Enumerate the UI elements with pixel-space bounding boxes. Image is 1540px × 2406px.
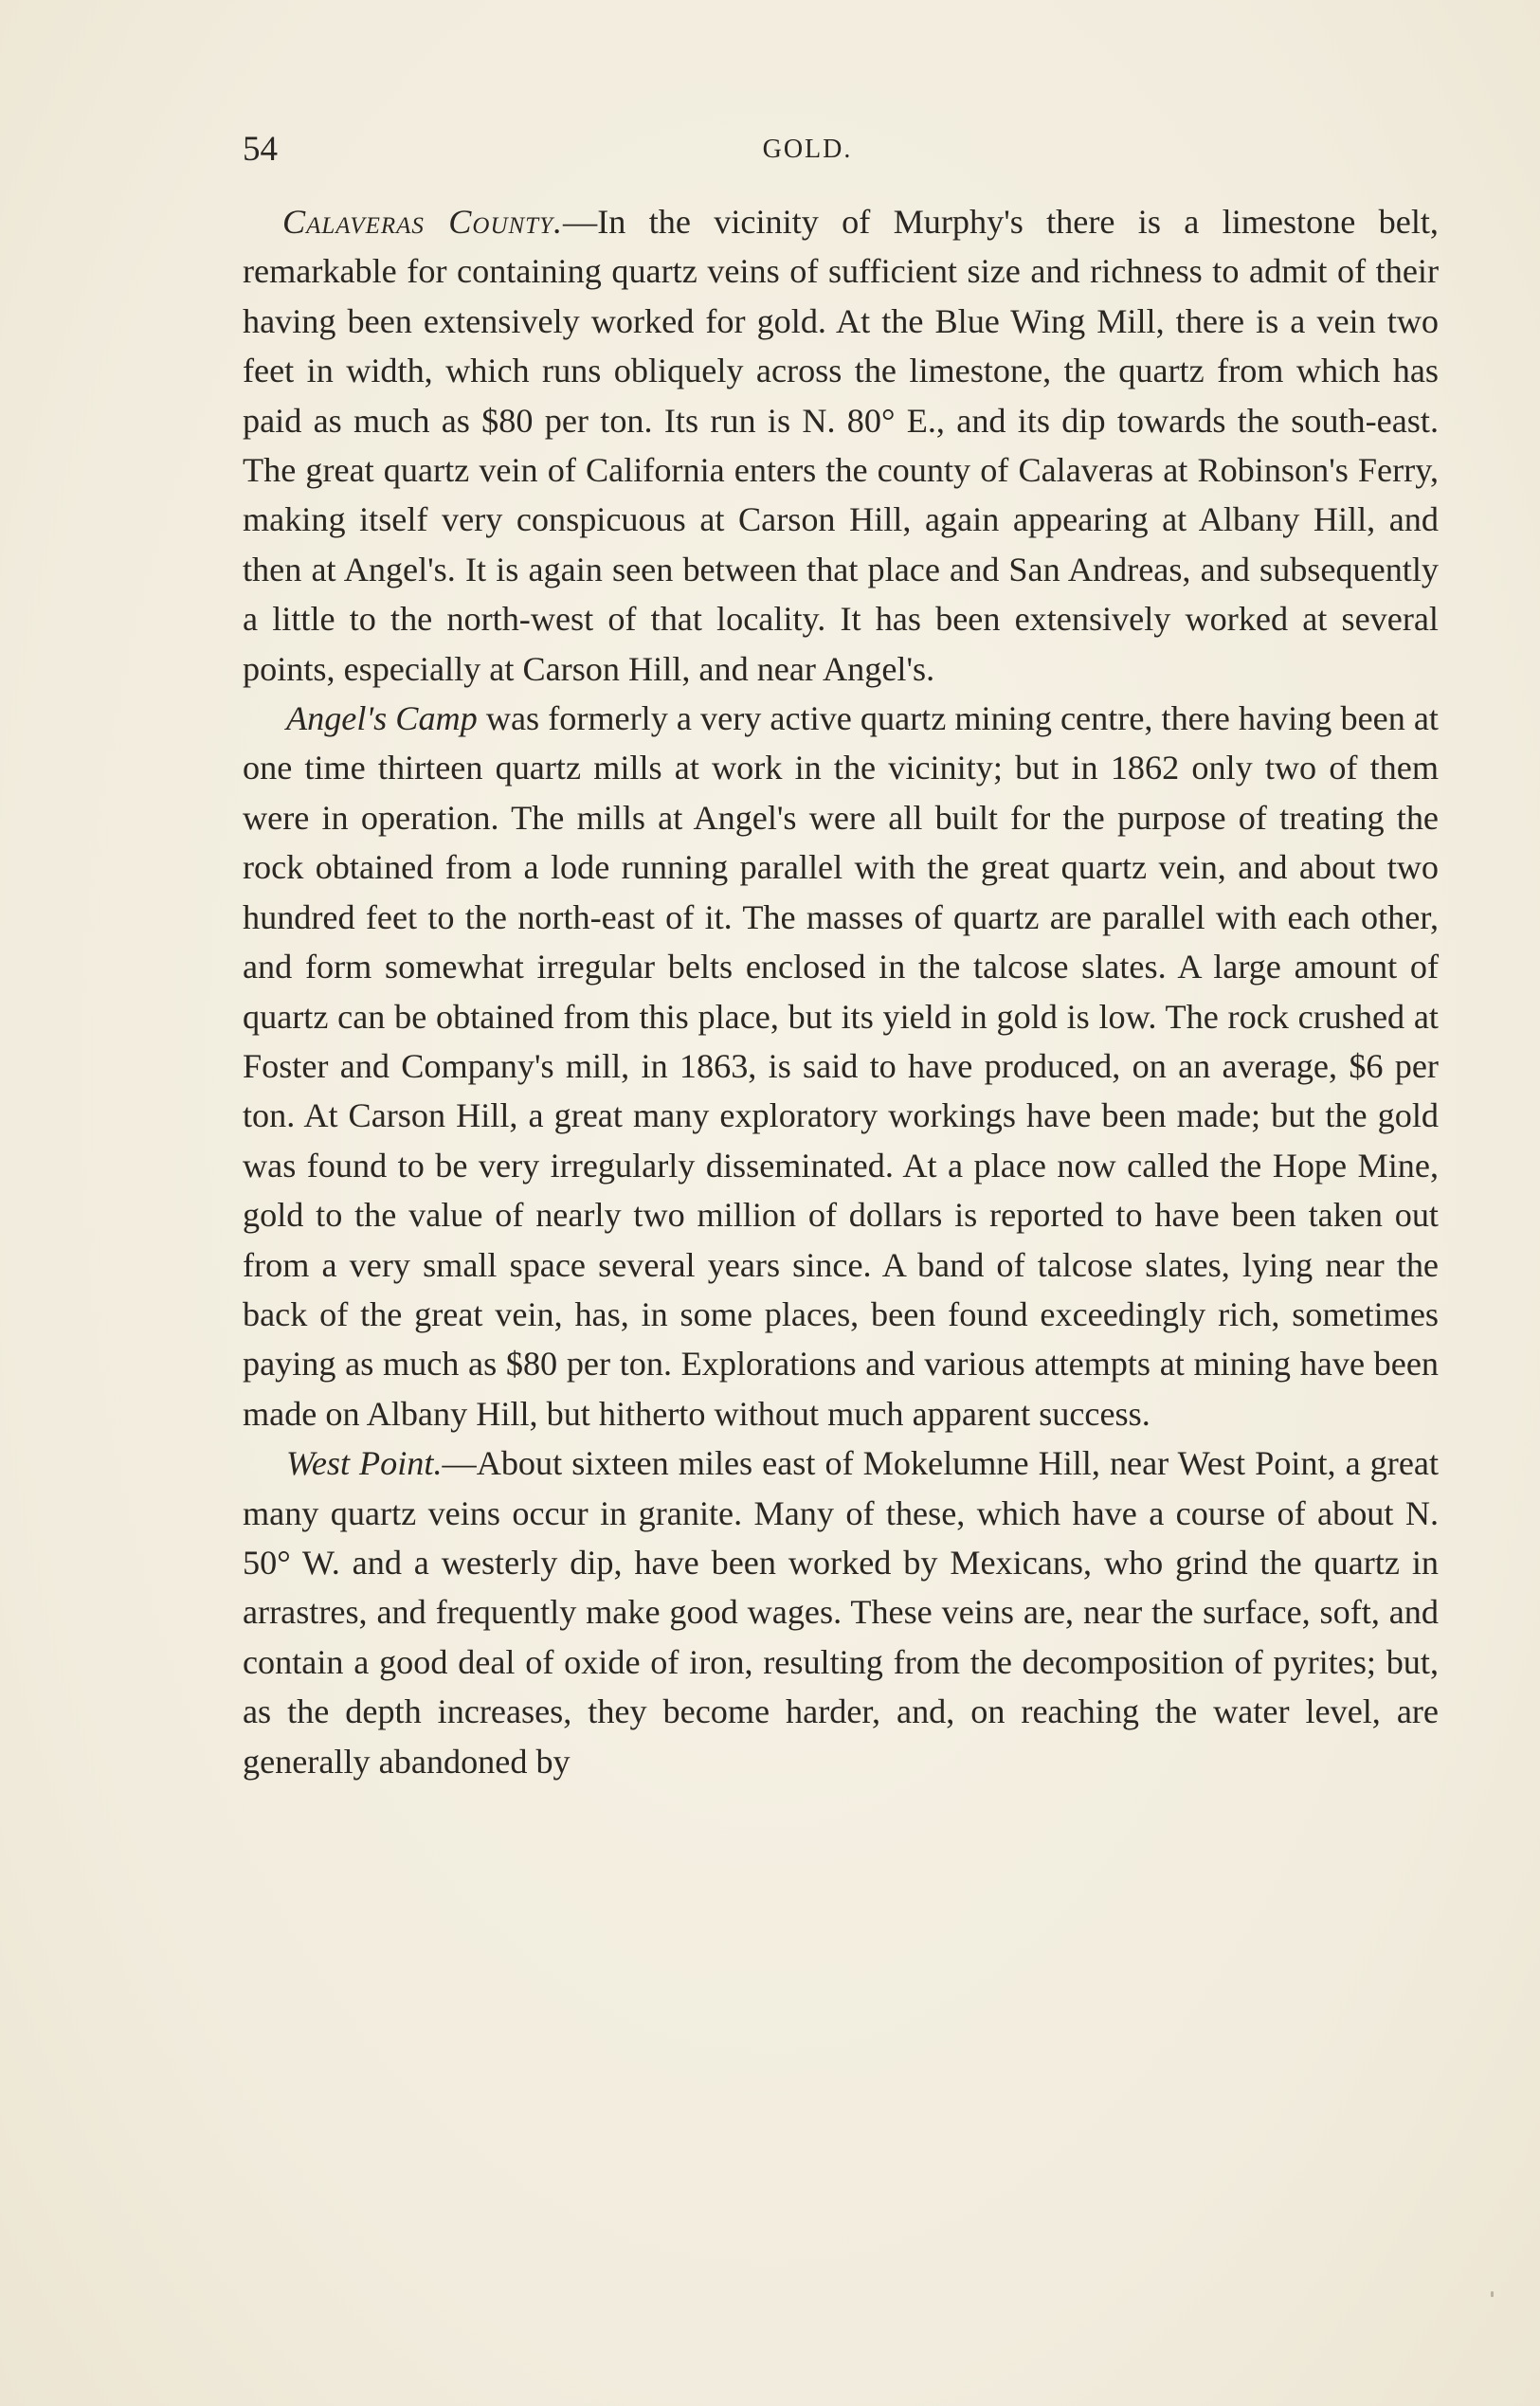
section-heading-west-point: West Point.: [286, 1444, 443, 1483]
paragraph-text: —In the vicinity of Murphy's there is a limestone belt, remarkable for containing quartz veins of sufficient size and richness to admit of their having been extensively worked for gold. At the Blue Wing Mill, there is a vein two feet in width, which runs obliquely across the limestone, the quartz from which has paid as much as $80 per ton. Its run is N. 80° E., and its dip towards the south-east. The great quartz vein of California enters the county of Calaveras at Robinson's Ferry, making itself very conspicuous at Carson Hill, again appearing at Albany Hill, and then at Angel's. It is again seen between that place and San Andreas, and subsequently a little to the north-west of that locality. It has been extensively worked at several points, especially at Carson Hill, and near Angel's.: [243, 203, 1439, 688]
page-header: [243, 129, 1439, 176]
paragraph-west-point: [243, 1438, 1439, 1786]
running-head: GOLD.: [762, 135, 853, 164]
paragraph-calaveras-county: [243, 197, 1439, 694]
paragraph-angels-camp: [243, 694, 1439, 1438]
body-text: [243, 197, 1439, 1786]
paper-blemish: [1491, 2291, 1494, 2297]
paragraph-text: was formerly a very active quartz mining centre, there having been at one time thirteen quartz mills at work in the vicinity; but in 1862 only two of them were in operation. The mills at Angel's were all built for the purpose of treating the rock obtained from a lode running parallel with the great quartz vein, and about two hundred feet to the north-east of it. The masses of quartz are parallel with each other, and form somewhat irregular belts enclosed in the talcose slates. A large amount of quartz can be obtained from this place, but its yield in gold is low. The rock crushed at Foster and Company's mill, in 1863, is said to have produced, on an average, $6 per ton. At Carson Hill, a great many exploratory workings have been made; but the gold was found to be very irregularly disseminated. At a place now called the Hope Mine, gold to the value of nearly two million of dollars is reported to have been taken out from a very small space several years since. A band of talcose slates, lying near the back of the great vein, has, in some places, been found exceedingly rich, sometimes paying as much as $80 per ton. Explorations and various attempts at mining have been made on Albany Hill, but hitherto without much apparent success.: [243, 699, 1439, 1433]
paragraph-text: —About sixteen miles east of Mokelumne Hill, near West Point, a great many quartz veins occur in granite. Many of these, which have a course of about N. 50° W. and a westerly dip, have been worked by Mexicans, who grind the quartz in arrastres, and frequently make good wages. These veins are, near the surface, soft, and contain a good deal of oxide of iron, resulting from the decomposition of pyrites; but, as the depth increases, they become harder, and, on reaching the water level, are generally abandoned by: [243, 1444, 1440, 1781]
page-number: 54: [243, 130, 278, 169]
section-heading-angels-camp: Angel's Camp: [286, 699, 478, 738]
section-heading-calaveras-county: Calaveras County.: [282, 203, 564, 241]
